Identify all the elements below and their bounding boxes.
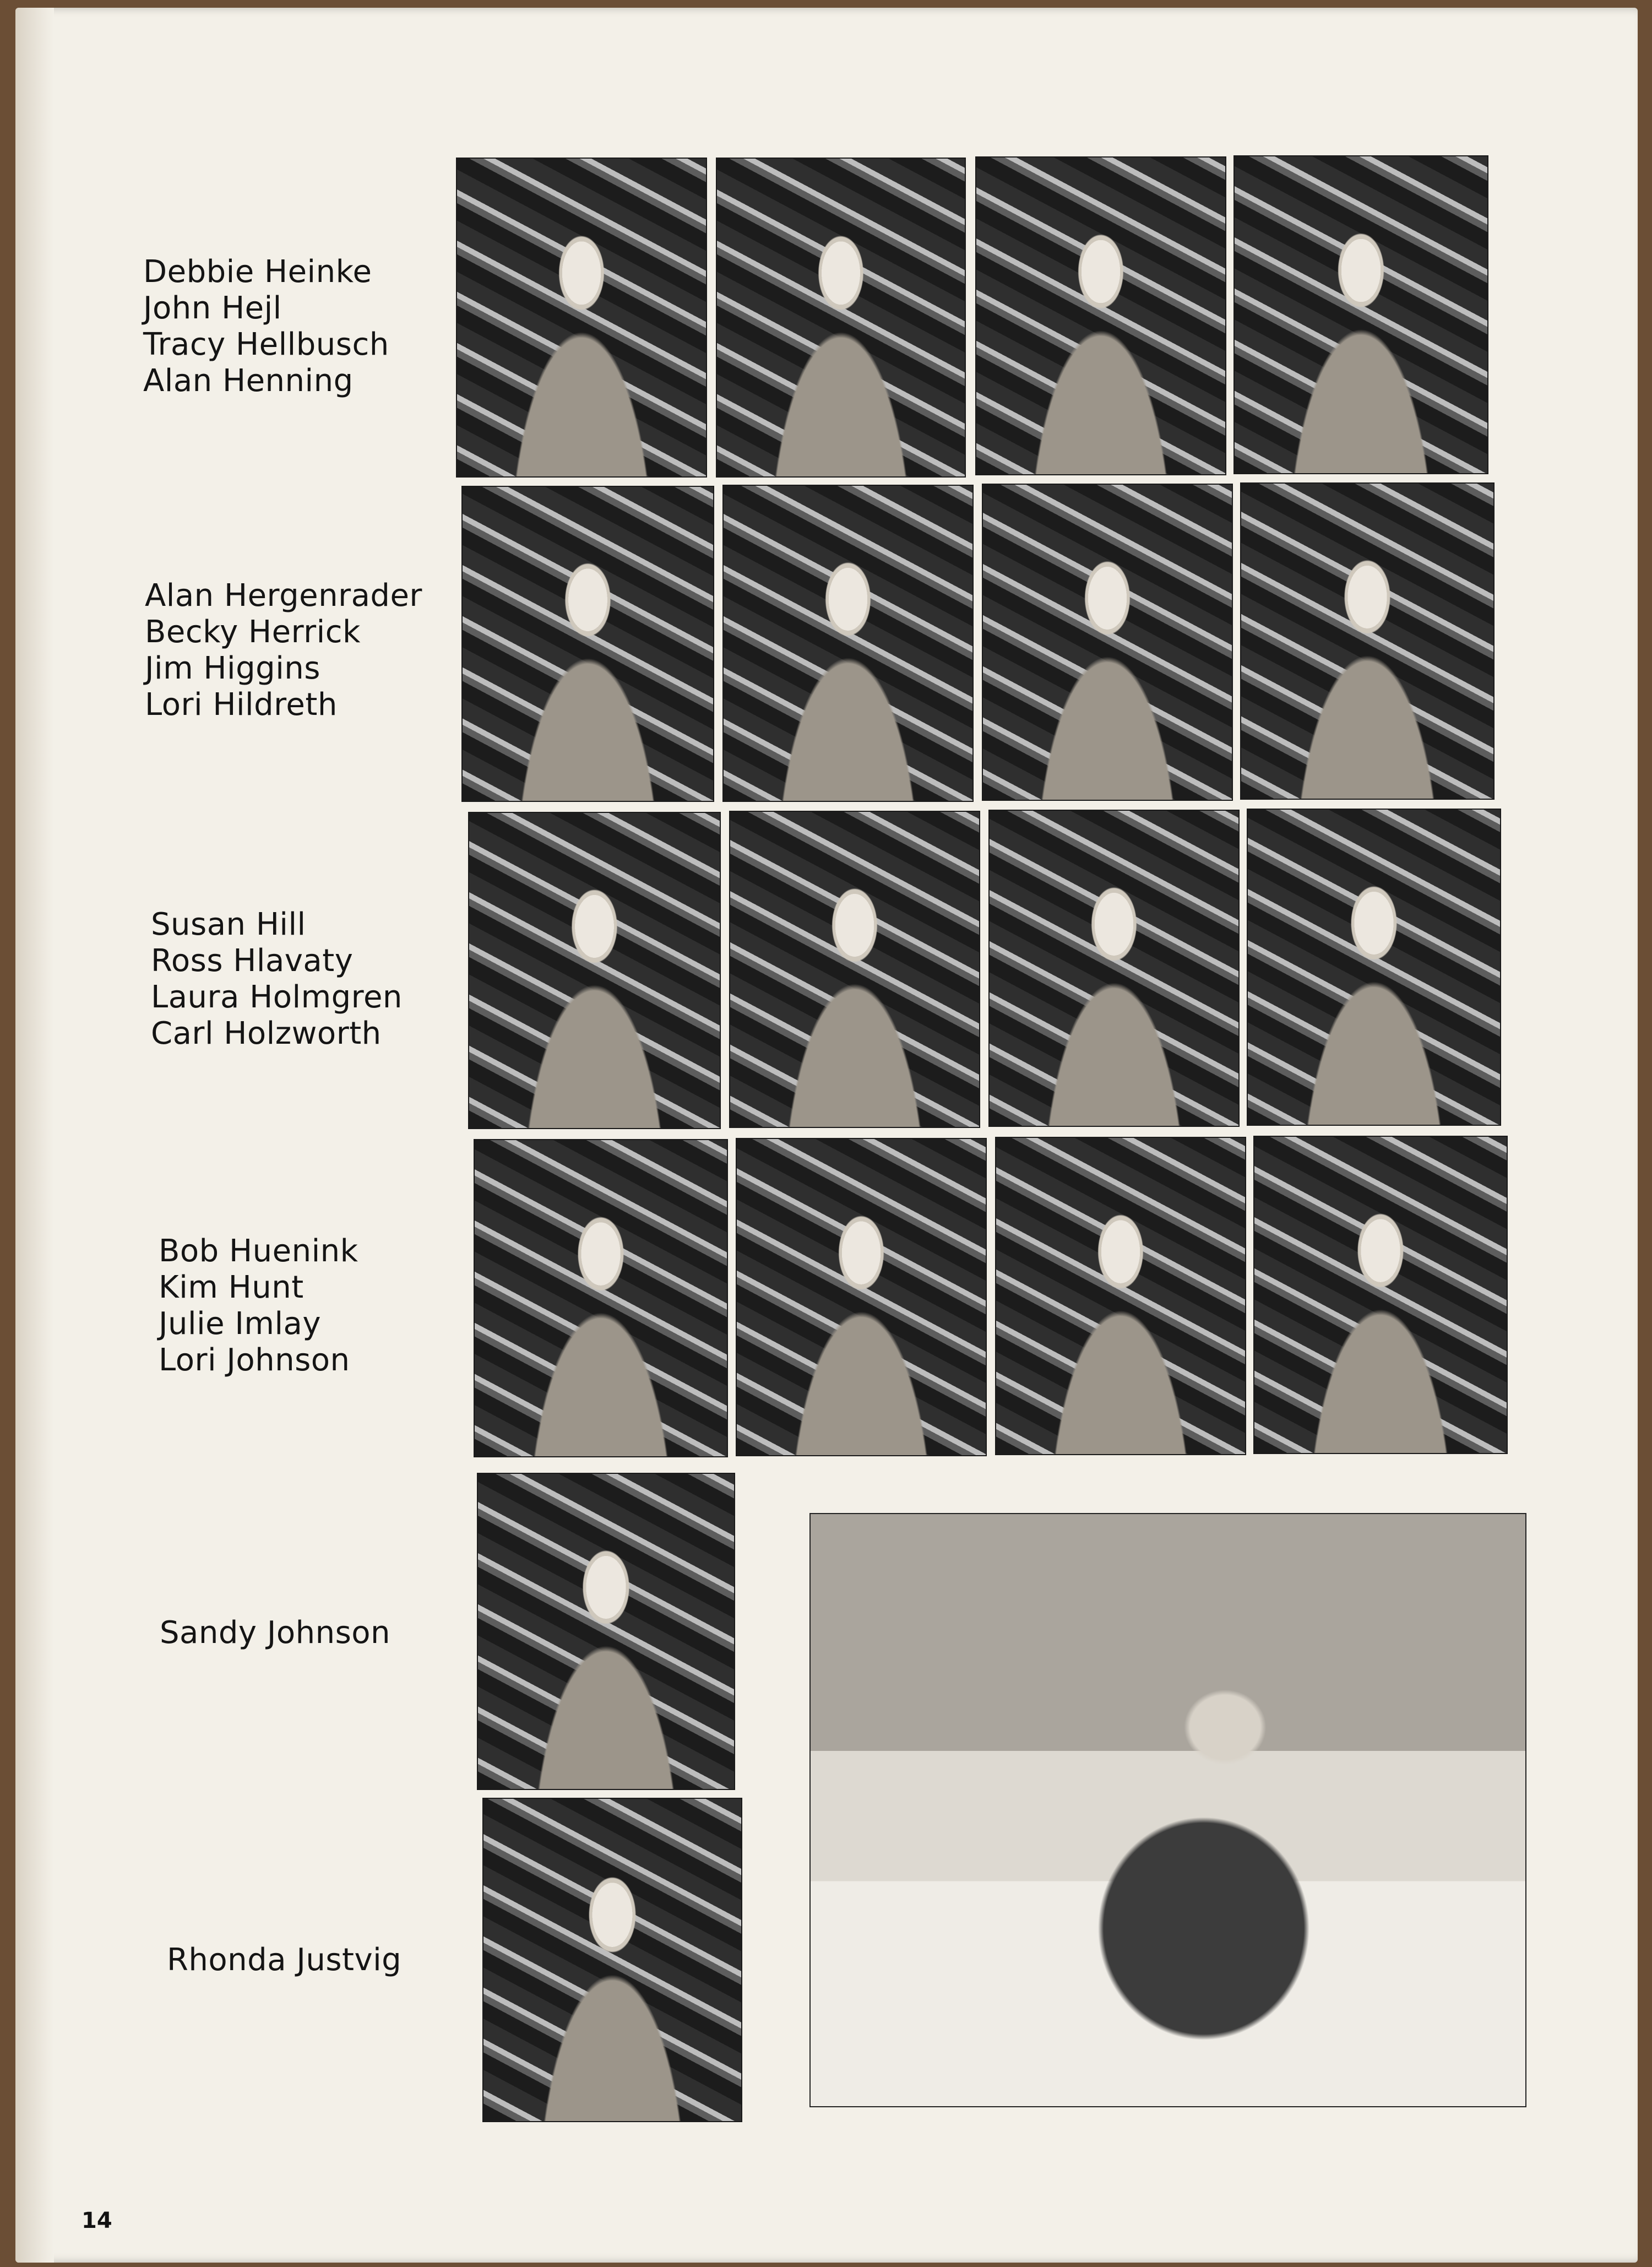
student-portrait xyxy=(1240,482,1495,800)
student-portrait xyxy=(1253,1136,1508,1454)
page-number: 14 xyxy=(81,2208,112,2233)
student-portrait xyxy=(736,1138,987,1456)
student-name: John Hejl xyxy=(143,290,282,326)
name-list-row-6 xyxy=(167,1942,401,1978)
student-portrait xyxy=(1247,809,1501,1126)
student-name: Rhonda Justvig xyxy=(167,1942,402,1978)
student-portrait xyxy=(988,810,1240,1127)
student-portrait xyxy=(975,156,1226,475)
cafeteria-candid-photo xyxy=(809,1513,1526,2107)
student-portrait xyxy=(729,811,980,1128)
student-name: Ross Hlavaty xyxy=(151,943,354,979)
student-portrait xyxy=(477,1473,735,1790)
student-name: Jim Higgins xyxy=(145,650,320,686)
student-name: Becky Herrick xyxy=(145,614,361,650)
student-portrait xyxy=(1233,155,1488,474)
student-name: Debbie Heinke xyxy=(143,254,372,290)
name-list-row-3 xyxy=(151,907,403,1052)
student-name: Susan Hill xyxy=(151,907,306,942)
student-portrait xyxy=(468,812,721,1129)
student-portrait xyxy=(722,485,974,802)
student-name: Sandy Johnson xyxy=(160,1615,391,1651)
student-portrait xyxy=(461,486,714,802)
student-portrait xyxy=(982,484,1233,801)
yearbook-page xyxy=(15,8,1638,2263)
student-portrait xyxy=(716,158,966,478)
student-name: Laura Holmgren xyxy=(151,979,403,1015)
student-name: Julie Imlay xyxy=(159,1306,321,1342)
student-portrait xyxy=(995,1137,1246,1455)
student-portrait xyxy=(482,1798,742,2122)
student-name: Kim Hunt xyxy=(159,1270,304,1305)
student-name: Carl Holzworth xyxy=(151,1016,382,1051)
student-name: Tracy Hellbusch xyxy=(143,327,389,362)
student-name: Alan Hergenrader xyxy=(145,578,422,614)
student-portrait xyxy=(456,158,707,478)
student-name: Bob Huenink xyxy=(159,1233,358,1269)
name-list-row-5 xyxy=(160,1615,390,1651)
student-name: Lori Johnson xyxy=(159,1342,350,1378)
student-name: Alan Henning xyxy=(143,363,354,399)
name-list-row-1 xyxy=(143,254,389,399)
student-name: Lori Hildreth xyxy=(145,687,338,723)
name-list-row-2 xyxy=(145,578,422,723)
student-portrait xyxy=(474,1139,728,1457)
name-list-row-4 xyxy=(159,1233,358,1379)
page-spine-shadow xyxy=(15,8,54,2263)
